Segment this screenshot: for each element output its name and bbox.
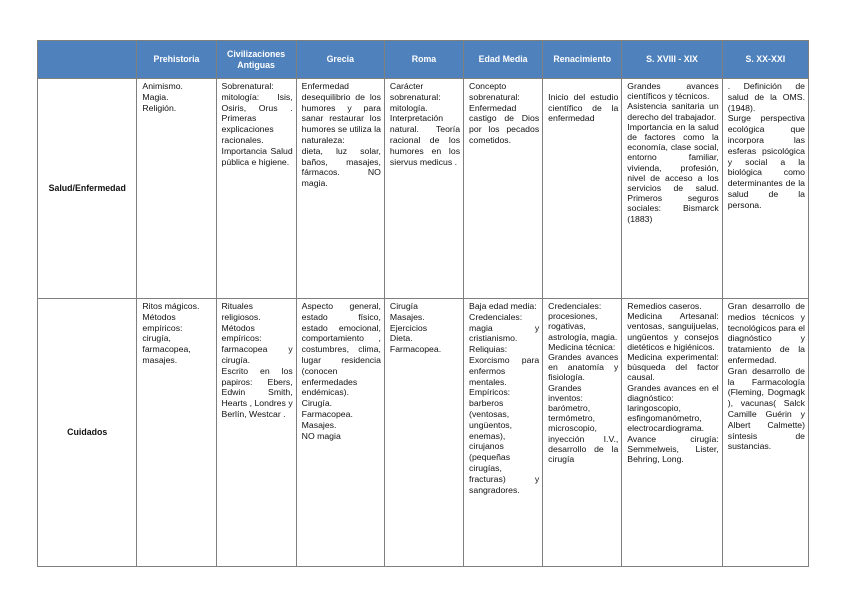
table-row: [38, 299, 809, 567]
table-cell: Aspecto general, estado físico, estado emocional, comportamiento , costumbres, clima, lugar residencia (conocen enfermedades endémicas). Cirugía. Farmacopea. Masajes. NO magia: [296, 299, 384, 567]
table-cell: Sobrenatural: mitología: Isis, Osiris, Orus . Primeras explicaciones racionales. Importancia Salud pública e higiene.: [216, 79, 296, 299]
table-cell: . Definición de salud de la OMS. (1948). Surge perspectiva ecológica que incorpora las esferas psicológica y social a la biológica como determinantes de la salud de la persona.: [722, 79, 808, 299]
table-cell: Remedios caseros. Medicina Artesanal: ventosas, sanguijuelas, ungüentos y consejos dietéticos e higiénicos. Medicina experimental: búsqueda del factor causal. Grandes avances en el diagnóstico: laringoscopio, esfingomanómetro, electrocardiograma. Avance cirugía: Semmelweis, Lister, Behring, Long.: [622, 299, 722, 567]
table-cell: Carácter sobrenatural: mitología. Interpretación natural. Teoría racional de los humores en los siervus medicus .: [384, 79, 463, 299]
table-cell: Grandes avances científicos y técnicos. Asistencia sanitaria un derecho del trabajador. Importancia en la salud de factores como la economía, clase social, entorno familiar, vivienda, profesión, nivel de acceso a los servicios de salud. Primeros seguros sociales: Bismarck (1883): [622, 79, 722, 299]
header-s-xx-xxi: S. XX-XXI: [722, 41, 808, 79]
table-cell: Gran desarrollo de medios técnicos y tecnológicos para el diagnóstico y tratamiento de la enfermedad. Gran desarrollo de la Farmacología (Fleming, Dogmagk ), vacunas( Salck Camille Guérin y Albert Calmette) síntesis de sustancias.: [722, 299, 808, 567]
table-cell: Cirugía Masajes. Ejercicios Dieta. Farmacopea.: [384, 299, 463, 567]
table-cell: Animismo. Magia. Religión.: [137, 79, 216, 299]
header-row: [38, 41, 809, 79]
header-edad-media: Edad Media: [464, 41, 543, 79]
table-cell: Credenciales: procesiones, rogativas, astrología, magia. Medicina técnica: Grandes avances en anatomía y fisiología. Grandes inventos: barómetro, termómetro, microscopio, inyección I.V., desarrollo de la cirugía: [543, 299, 622, 567]
table-row: [38, 79, 809, 299]
table-cell: Rituales religiosos. Métodos empíricos: farmacopea y cirugía. Escrito en los papiros: Ebers, Edwin Smith, Hearts , Londres y Berlín, Westcar .: [216, 299, 296, 567]
row-label-salud: Salud/Enfermedad: [38, 79, 137, 299]
history-table: [37, 40, 809, 567]
row-label-cuidados: Cuidados: [38, 299, 137, 567]
header-prehistoria: Prehistoria: [137, 41, 216, 79]
header-grecia: Grecia: [296, 41, 384, 79]
table-cell: Inicio del estudio científico de la enfermedad: [543, 79, 622, 299]
header-roma: Roma: [384, 41, 463, 79]
table-cell: Baja edad media: Credenciales: magia y cristianismo. Reliquias: Exorcismo para enfermos mentales. Empíricos: barberos (ventosas, ungüentos, enemas), cirujanos (pequeñas cirugías, fracturas) y sangradores.: [464, 299, 543, 567]
header-civilizaciones: Civilizaciones Antiguas: [216, 41, 296, 79]
header-s-xviii-xix: S. XVIII - XIX: [622, 41, 722, 79]
table-cell: Enfermedad desequilibrio de los humores y para sanar restaurar los humores se utiliza la naturaleza: dieta, luz solar, baños, masajes, fármacos. NO magia.: [296, 79, 384, 299]
header-corner: [38, 41, 137, 79]
table-cell: Ritos mágicos. Métodos empíricos: cirugía, farmacopea, masajes.: [137, 299, 216, 567]
table-cell: Concepto sobrenatural: Enfermedad castigo de Dios por los pecados cometidos.: [464, 79, 543, 299]
header-renacimiento: Renacimiento: [543, 41, 622, 79]
